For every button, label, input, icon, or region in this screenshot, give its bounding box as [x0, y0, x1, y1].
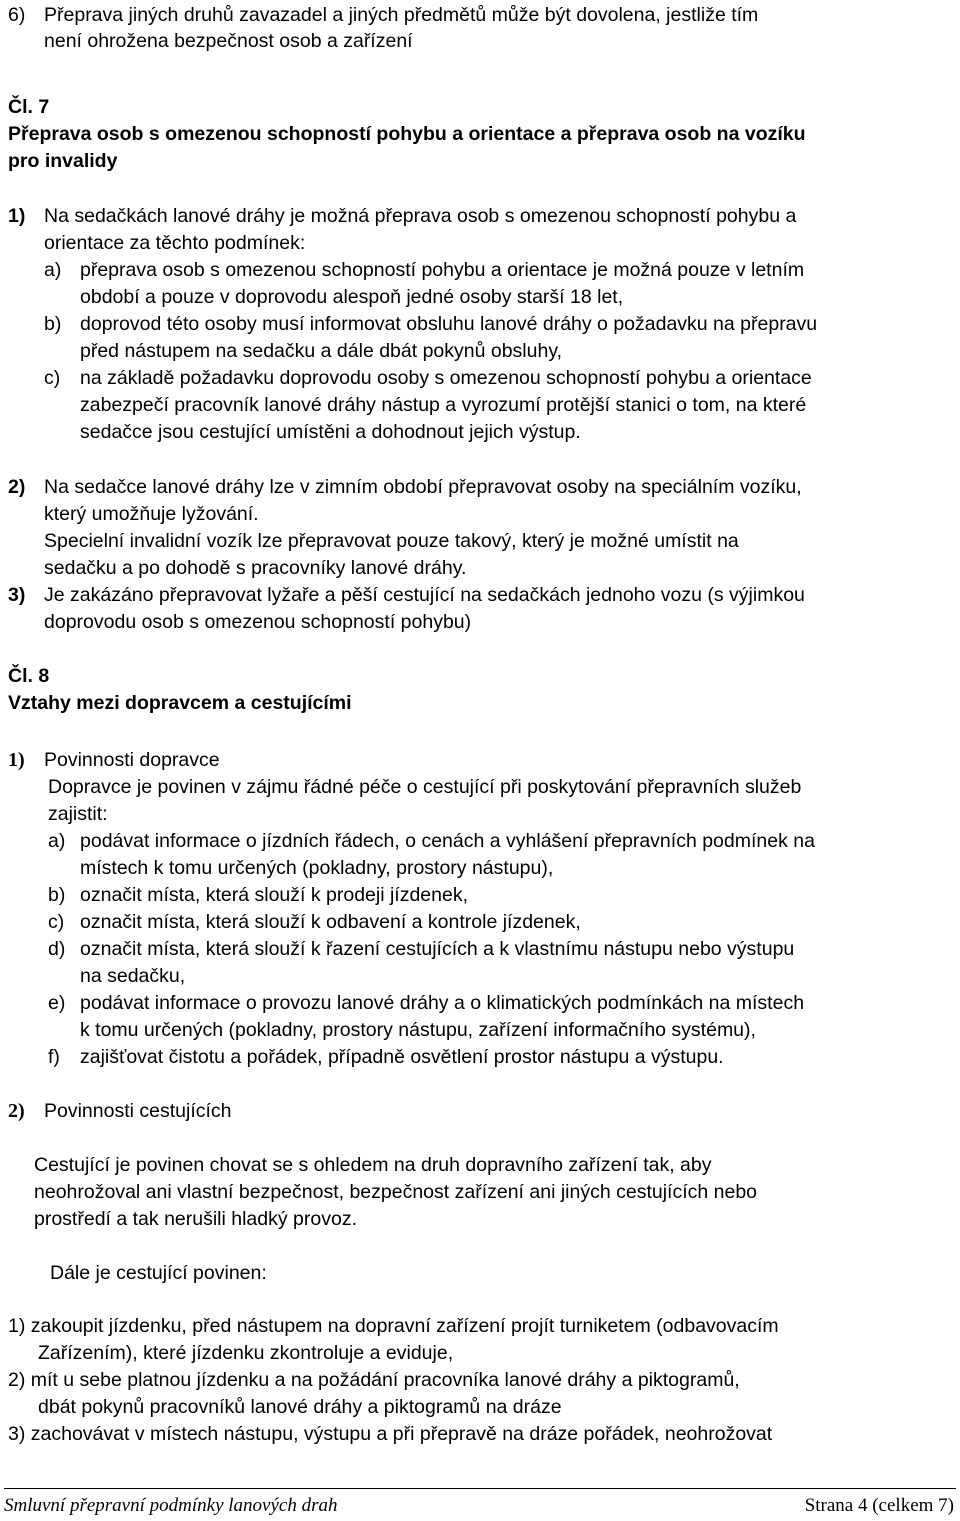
section-paragraph-line: prostředí a tak nerušili hladký provoz. [34, 1208, 357, 1230]
list-item-line: podávat informace o jízdních řádech, o cenách a vyhlášení přepravních podmínek na [80, 830, 815, 852]
list-label: a) [44, 259, 62, 281]
duty-item-line: 2) mít u sebe platnou jízdenku a na požádání pracovníka lanové dráhy a piktogramů, [8, 1369, 740, 1391]
list-item-line: označit místa, která slouží k řazení cestujících a k vlastnímu nástupu nebo výstupu [80, 938, 795, 960]
list-label: a) [48, 830, 66, 852]
section-intro-line: Dopravce je povinen v zájmu řádné péče o cestující při poskytování přepravních služeb [48, 776, 802, 798]
paragraph-number: 2) [8, 476, 26, 498]
section-title: Povinnosti cestujících [44, 1100, 232, 1122]
paragraph-line: Specielní invalidní vozík lze přepravovat pouze takový, který je možné umístit na [44, 530, 739, 552]
list-item-line: na sedačku, [80, 965, 186, 987]
list-item-line: označit místa, která slouží k prodeji jízdenek, [80, 884, 469, 906]
article-heading: Čl. 8 [8, 665, 50, 687]
list-item-line: označit místa, která slouží k odbavení a kontrole jízdenek, [80, 911, 581, 933]
duty-item-line: 1) zakoupit jízdenku, před nástupem na dopravní zařízení projít turniketem (odbavovacím [8, 1315, 779, 1337]
article-title: Přeprava osob s omezenou schopností pohybu a orientace a přeprava osob na vozíku [8, 123, 806, 145]
paragraph-number: 1) [8, 205, 26, 227]
list-item-line: přeprava osob s omezenou schopností pohybu a orientace je možná pouze v letním [80, 259, 805, 281]
list-item-line: k tomu určených (pokladny, prostory nástupu, zařízení informačního systému), [80, 1019, 756, 1041]
paragraph-line: sedačku a po dohodě s pracovníky lanové dráhy. [44, 557, 467, 579]
duty-item-line: dbát pokynů pracovníků lanové dráhy a piktogramů na dráze [38, 1396, 562, 1418]
list-item-line: období a pouze v doprovodu alespoň jedné osoby starší 18 let, [80, 286, 624, 308]
paragraph-line: doprovodu osob s omezenou schopností pohybu) [44, 611, 472, 633]
paragraph-line: Na sedačkách lanové dráhy je možná přeprava osob s omezenou schopností pohybu a [44, 205, 797, 227]
list-label: d) [48, 938, 66, 960]
paragraph-line: Na sedačce lanové dráhy lze v zimním období přepravovat osoby na speciálním vozíku, [44, 476, 802, 498]
paragraph-number: 3) [8, 584, 26, 606]
section-subheading: Dále je cestující povinen: [50, 1262, 267, 1284]
paragraph-line: orientace za těchto podmínek: [44, 232, 306, 254]
list-item-line: před nástupem na sedačku a dále dbát pokynů obsluhy, [80, 340, 563, 362]
list-item-line: zabezpečí pracovník lanové dráhy nástup a vyrozumí protější stanici o tom, na které [80, 394, 807, 416]
section-paragraph-line: neohrožoval ani vlastní bezpečnost, bezpečnost zařízení ani jiných cestujících nebo [34, 1181, 758, 1203]
list-label: c) [44, 367, 61, 389]
list-item-line: na základě požadavku doprovodu osoby s omezenou schopností pohybu a orientace [80, 367, 812, 389]
paragraph-line: který umožňuje lyžování. [44, 503, 259, 525]
footer-page-number: Strana 4 (celkem 7) [804, 1495, 954, 1516]
item-text-line: není ohrožena bezpečnost osob a zařízení [44, 30, 413, 52]
section-title: Povinnosti dopravce [44, 749, 220, 771]
list-item-line: doprovod této osoby musí informovat obsluhu lanové dráhy o požadavku na přepravu [80, 313, 818, 335]
list-label: c) [48, 911, 65, 933]
footer-document-title: Smluvní přepravní podmínky lanových drah [4, 1495, 338, 1516]
list-label: e) [48, 992, 66, 1014]
list-item-line: podávat informace o provozu lanové dráhy a o klimatických podmínkách na místech [80, 992, 805, 1014]
section-number: 1) [8, 749, 25, 771]
section-intro-line: zajistit: [48, 803, 108, 825]
section-paragraph-line: Cestující je povinen chovat se s ohledem na druh dopravního zařízení tak, aby [34, 1154, 712, 1176]
article-title: Vztahy mezi dopravcem a cestujícími [8, 692, 352, 714]
item-number: 6) [8, 4, 26, 26]
list-item-line: zajišťovat čistotu a pořádek, případně osvětlení prostor nástupu a výstupu. [80, 1046, 724, 1068]
duty-item-line: 3) zachovávat v místech nástupu, výstupu a při přepravě na dráze pořádek, neohrožovat [8, 1423, 773, 1445]
duty-item-line: Zařízením), které jízdenku zkontroluje a eviduje, [38, 1342, 454, 1364]
list-label: f) [48, 1046, 60, 1068]
section-number: 2) [8, 1100, 25, 1122]
article-title: pro invalidy [8, 150, 118, 172]
paragraph-line: Je zakázáno přepravovat lyžaře a pěší cestující na sedačkách jednoho vozu (s výjimkou [44, 584, 805, 606]
footer-divider [4, 1488, 956, 1489]
list-item-line: sedačce jsou cestující umístěni a dohodnout jejich výstup. [80, 421, 581, 443]
list-label: b) [44, 313, 62, 335]
list-item-line: místech k tomu určených (pokladny, prostory nástupu), [80, 857, 554, 879]
list-label: b) [48, 884, 66, 906]
item-text-line: Přeprava jiných druhů zavazadel a jiných předmětů může být dovolena, jestliže tím [44, 4, 759, 26]
article-heading: Čl. 7 [8, 96, 50, 118]
